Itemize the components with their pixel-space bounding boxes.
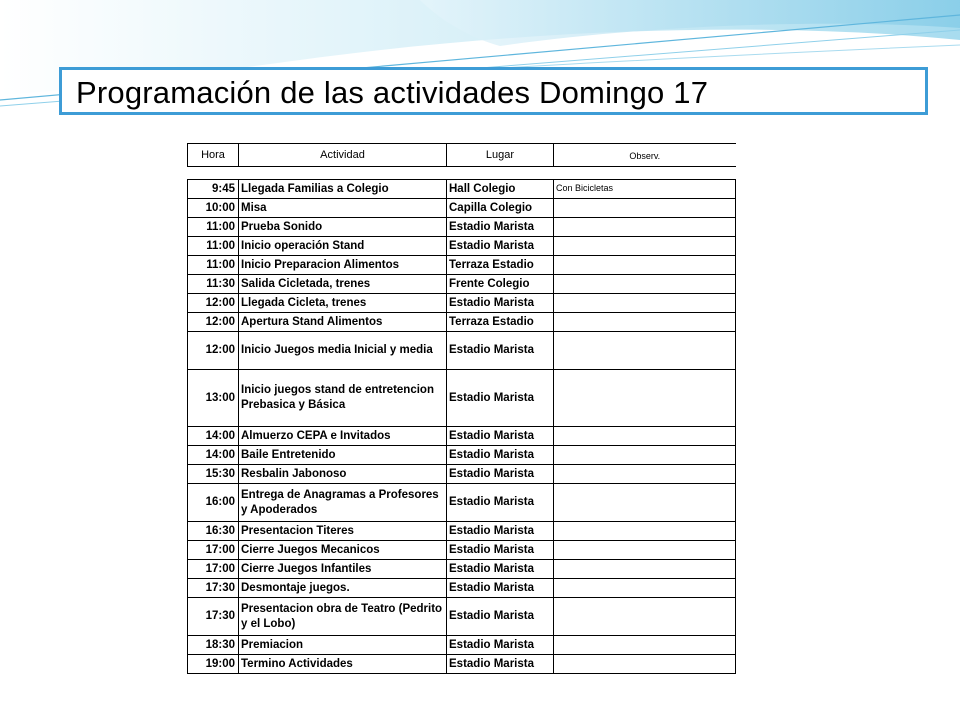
row-obs [554, 275, 736, 294]
row-hora: 16:30 [188, 522, 239, 541]
header-lugar: Lugar [447, 144, 554, 167]
schedule-table [187, 179, 736, 674]
row-lugar: Estadio Marista [447, 522, 554, 541]
row-lugar: Estadio Marista [447, 370, 554, 427]
row-lugar: Estadio Marista [447, 655, 554, 674]
row-hora: 17:00 [188, 541, 239, 560]
row-hora: 15:30 [188, 465, 239, 484]
row-actividad: Presentacion Titeres [239, 522, 447, 541]
row-obs [554, 465, 736, 484]
row-lugar: Terraza Estadio [447, 256, 554, 275]
table-row [188, 237, 736, 256]
table-row [188, 218, 736, 237]
row-obs [554, 313, 736, 332]
row-actividad: Inicio juegos stand de entretencion Prebasica y Básica [239, 370, 447, 427]
row-hora: 14:00 [188, 427, 239, 446]
row-lugar: Estadio Marista [447, 446, 554, 465]
table-row [188, 313, 736, 332]
row-lugar: Estadio Marista [447, 332, 554, 370]
row-obs [554, 446, 736, 465]
row-hora: 12:00 [188, 332, 239, 370]
row-actividad: Baile Entretenido [239, 446, 447, 465]
row-lugar: Estadio Marista [447, 636, 554, 655]
row-hora: 14:00 [188, 446, 239, 465]
row-obs [554, 370, 736, 427]
row-actividad: Resbalin Jabonoso [239, 465, 447, 484]
row-obs [554, 484, 736, 522]
row-actividad: Almuerzo CEPA e Invitados [239, 427, 447, 446]
row-hora: 12:00 [188, 313, 239, 332]
row-lugar: Estadio Marista [447, 560, 554, 579]
title-box [59, 67, 928, 115]
row-actividad: Cierre Juegos Infantiles [239, 560, 447, 579]
table-row [188, 199, 736, 218]
row-actividad: Inicio Juegos media Inicial y media [239, 332, 447, 370]
row-hora: 11:00 [188, 256, 239, 275]
header-actividad: Actividad [239, 144, 447, 167]
table-row [188, 522, 736, 541]
row-lugar: Frente Colegio [447, 275, 554, 294]
row-actividad: Termino Actividades [239, 655, 447, 674]
row-hora: 17:30 [188, 579, 239, 598]
row-lugar: Estadio Marista [447, 598, 554, 636]
row-actividad: Entrega de Anagramas a Profesores y Apoderados [239, 484, 447, 522]
row-actividad: Desmontaje juegos. [239, 579, 447, 598]
row-obs: Con Bicicletas [554, 180, 736, 199]
table-row [188, 465, 736, 484]
row-obs [554, 541, 736, 560]
row-obs [554, 256, 736, 275]
row-lugar: Estadio Marista [447, 427, 554, 446]
row-obs [554, 218, 736, 237]
table-row [188, 541, 736, 560]
table-row [188, 370, 736, 427]
row-actividad: Apertura Stand Alimentos [239, 313, 447, 332]
table-row [188, 655, 736, 674]
row-hora: 19:00 [188, 655, 239, 674]
row-lugar: Capilla Colegio [447, 199, 554, 218]
header-hora: Hora [188, 144, 239, 167]
schedule-header [187, 143, 736, 167]
row-lugar: Hall Colegio [447, 180, 554, 199]
row-lugar: Terraza Estadio [447, 313, 554, 332]
row-hora: 17:00 [188, 560, 239, 579]
table-row [188, 636, 736, 655]
header-row [188, 144, 736, 167]
row-actividad: Prueba Sonido [239, 218, 447, 237]
row-hora: 16:00 [188, 484, 239, 522]
row-obs [554, 427, 736, 446]
row-lugar: Estadio Marista [447, 465, 554, 484]
row-hora: 11:00 [188, 237, 239, 256]
row-hora: 12:00 [188, 294, 239, 313]
row-obs [554, 655, 736, 674]
header-observ: Observ. [554, 144, 736, 167]
table-row [188, 427, 736, 446]
table-row [188, 484, 736, 522]
row-obs [554, 199, 736, 218]
table-row [188, 598, 736, 636]
row-hora: 11:00 [188, 218, 239, 237]
table-row [188, 256, 736, 275]
table-row [188, 579, 736, 598]
table-row [188, 275, 736, 294]
table-row [188, 332, 736, 370]
row-actividad: Presentacion obra de Teatro (Pedrito y el Lobo) [239, 598, 447, 636]
row-actividad: Cierre Juegos Mecanicos [239, 541, 447, 560]
row-obs [554, 294, 736, 313]
table-row [188, 180, 736, 199]
row-actividad: Inicio operación Stand [239, 237, 447, 256]
row-hora: 9:45 [188, 180, 239, 199]
row-obs [554, 598, 736, 636]
row-hora: 17:30 [188, 598, 239, 636]
row-actividad: Salida Cicletada, trenes [239, 275, 447, 294]
row-lugar: Estadio Marista [447, 579, 554, 598]
row-actividad: Premiacion [239, 636, 447, 655]
row-actividad: Misa [239, 199, 447, 218]
row-hora: 18:30 [188, 636, 239, 655]
row-obs [554, 579, 736, 598]
row-actividad: Llegada Familias a Colegio [239, 180, 447, 199]
row-obs [554, 237, 736, 256]
row-hora: 13:00 [188, 370, 239, 427]
table-row [188, 294, 736, 313]
row-actividad: Llegada Cicleta, trenes [239, 294, 447, 313]
row-hora: 10:00 [188, 199, 239, 218]
row-obs [554, 636, 736, 655]
table-row [188, 446, 736, 465]
row-obs [554, 522, 736, 541]
row-lugar: Estadio Marista [447, 541, 554, 560]
row-lugar: Estadio Marista [447, 218, 554, 237]
row-lugar: Estadio Marista [447, 294, 554, 313]
row-obs [554, 332, 736, 370]
row-hora: 11:30 [188, 275, 239, 294]
row-lugar: Estadio Marista [447, 237, 554, 256]
row-lugar: Estadio Marista [447, 484, 554, 522]
page-title: Programación de las actividades Domingo 17 [76, 75, 709, 110]
row-obs [554, 560, 736, 579]
row-actividad: Inicio Preparacion Alimentos [239, 256, 447, 275]
table-row [188, 560, 736, 579]
